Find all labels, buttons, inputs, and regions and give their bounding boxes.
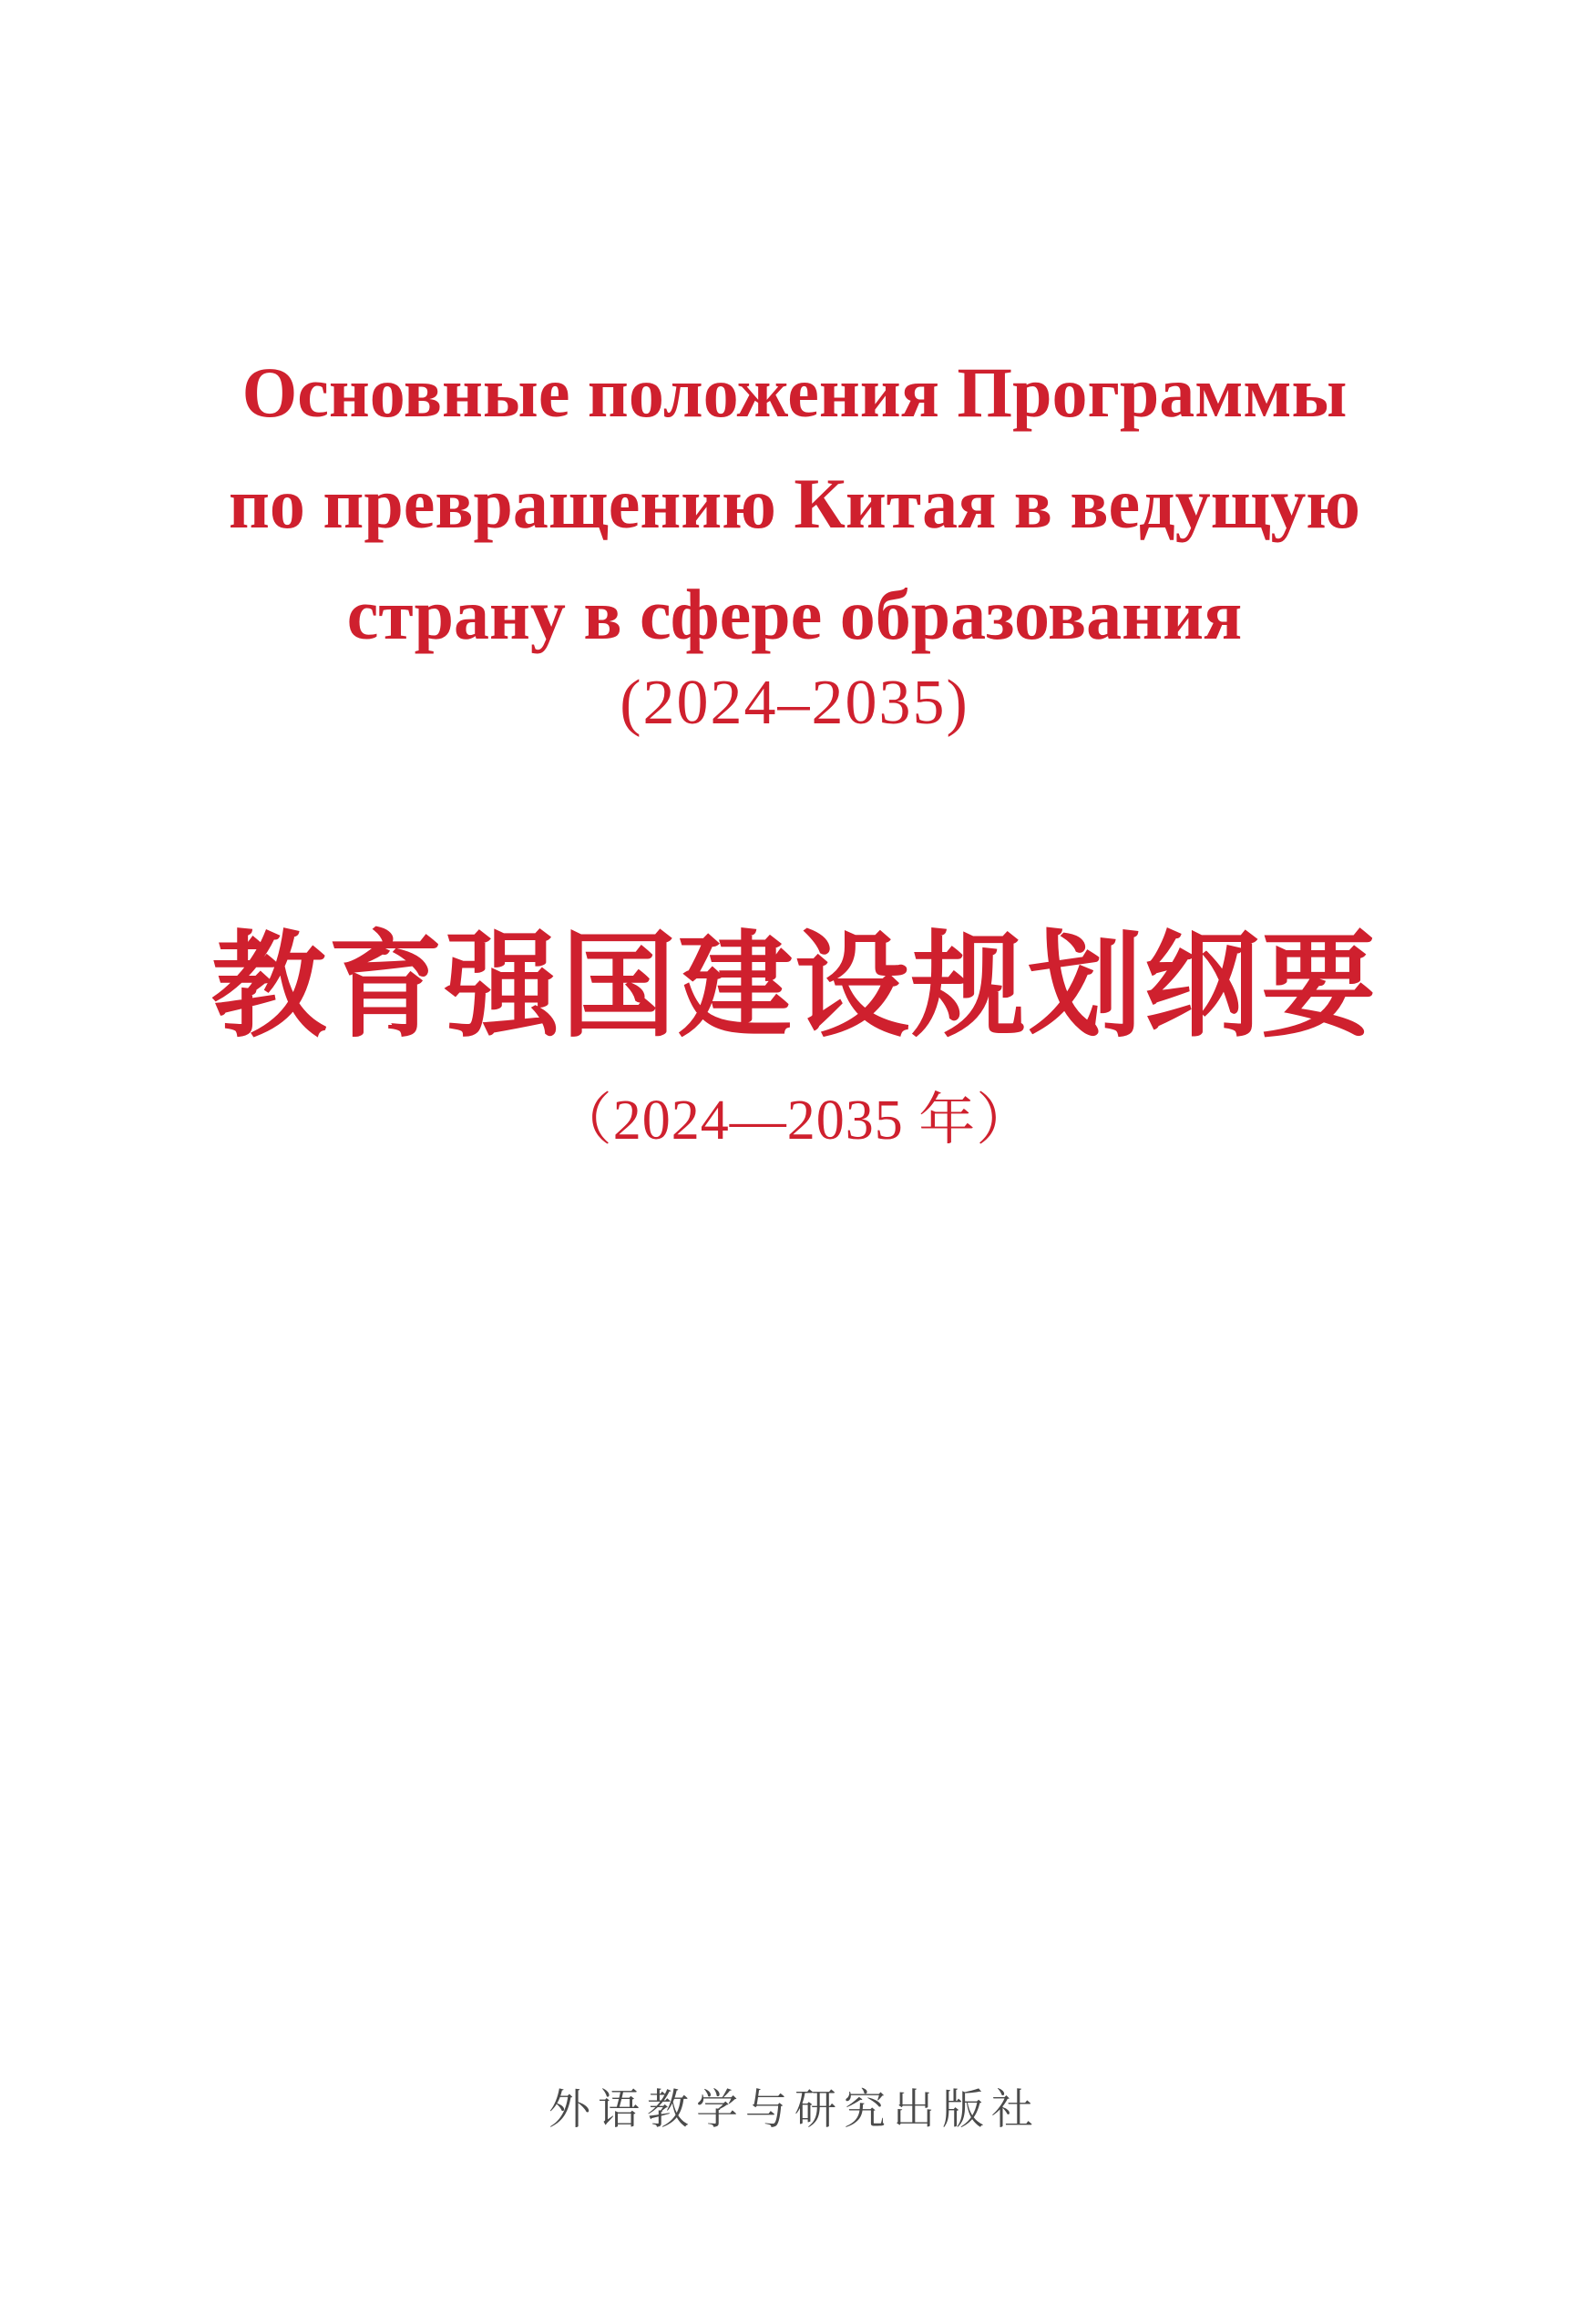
publisher-name: 外语教学与研究出版社: [548, 2085, 1041, 2133]
russian-title-line-2: по превращению Китая в ведущую: [228, 464, 1361, 543]
russian-title-block: [0, 337, 1589, 738]
chinese-title-years: （2024—2035 年）: [555, 1090, 1034, 1152]
chinese-title: 教育强国建设规划纲要: [211, 925, 1378, 1051]
russian-title-line-1: Основные положения Программы: [241, 353, 1348, 432]
russian-title-line-3: страну в сфере образования: [346, 575, 1243, 654]
russian-title-years: (2024–2035): [620, 668, 969, 738]
